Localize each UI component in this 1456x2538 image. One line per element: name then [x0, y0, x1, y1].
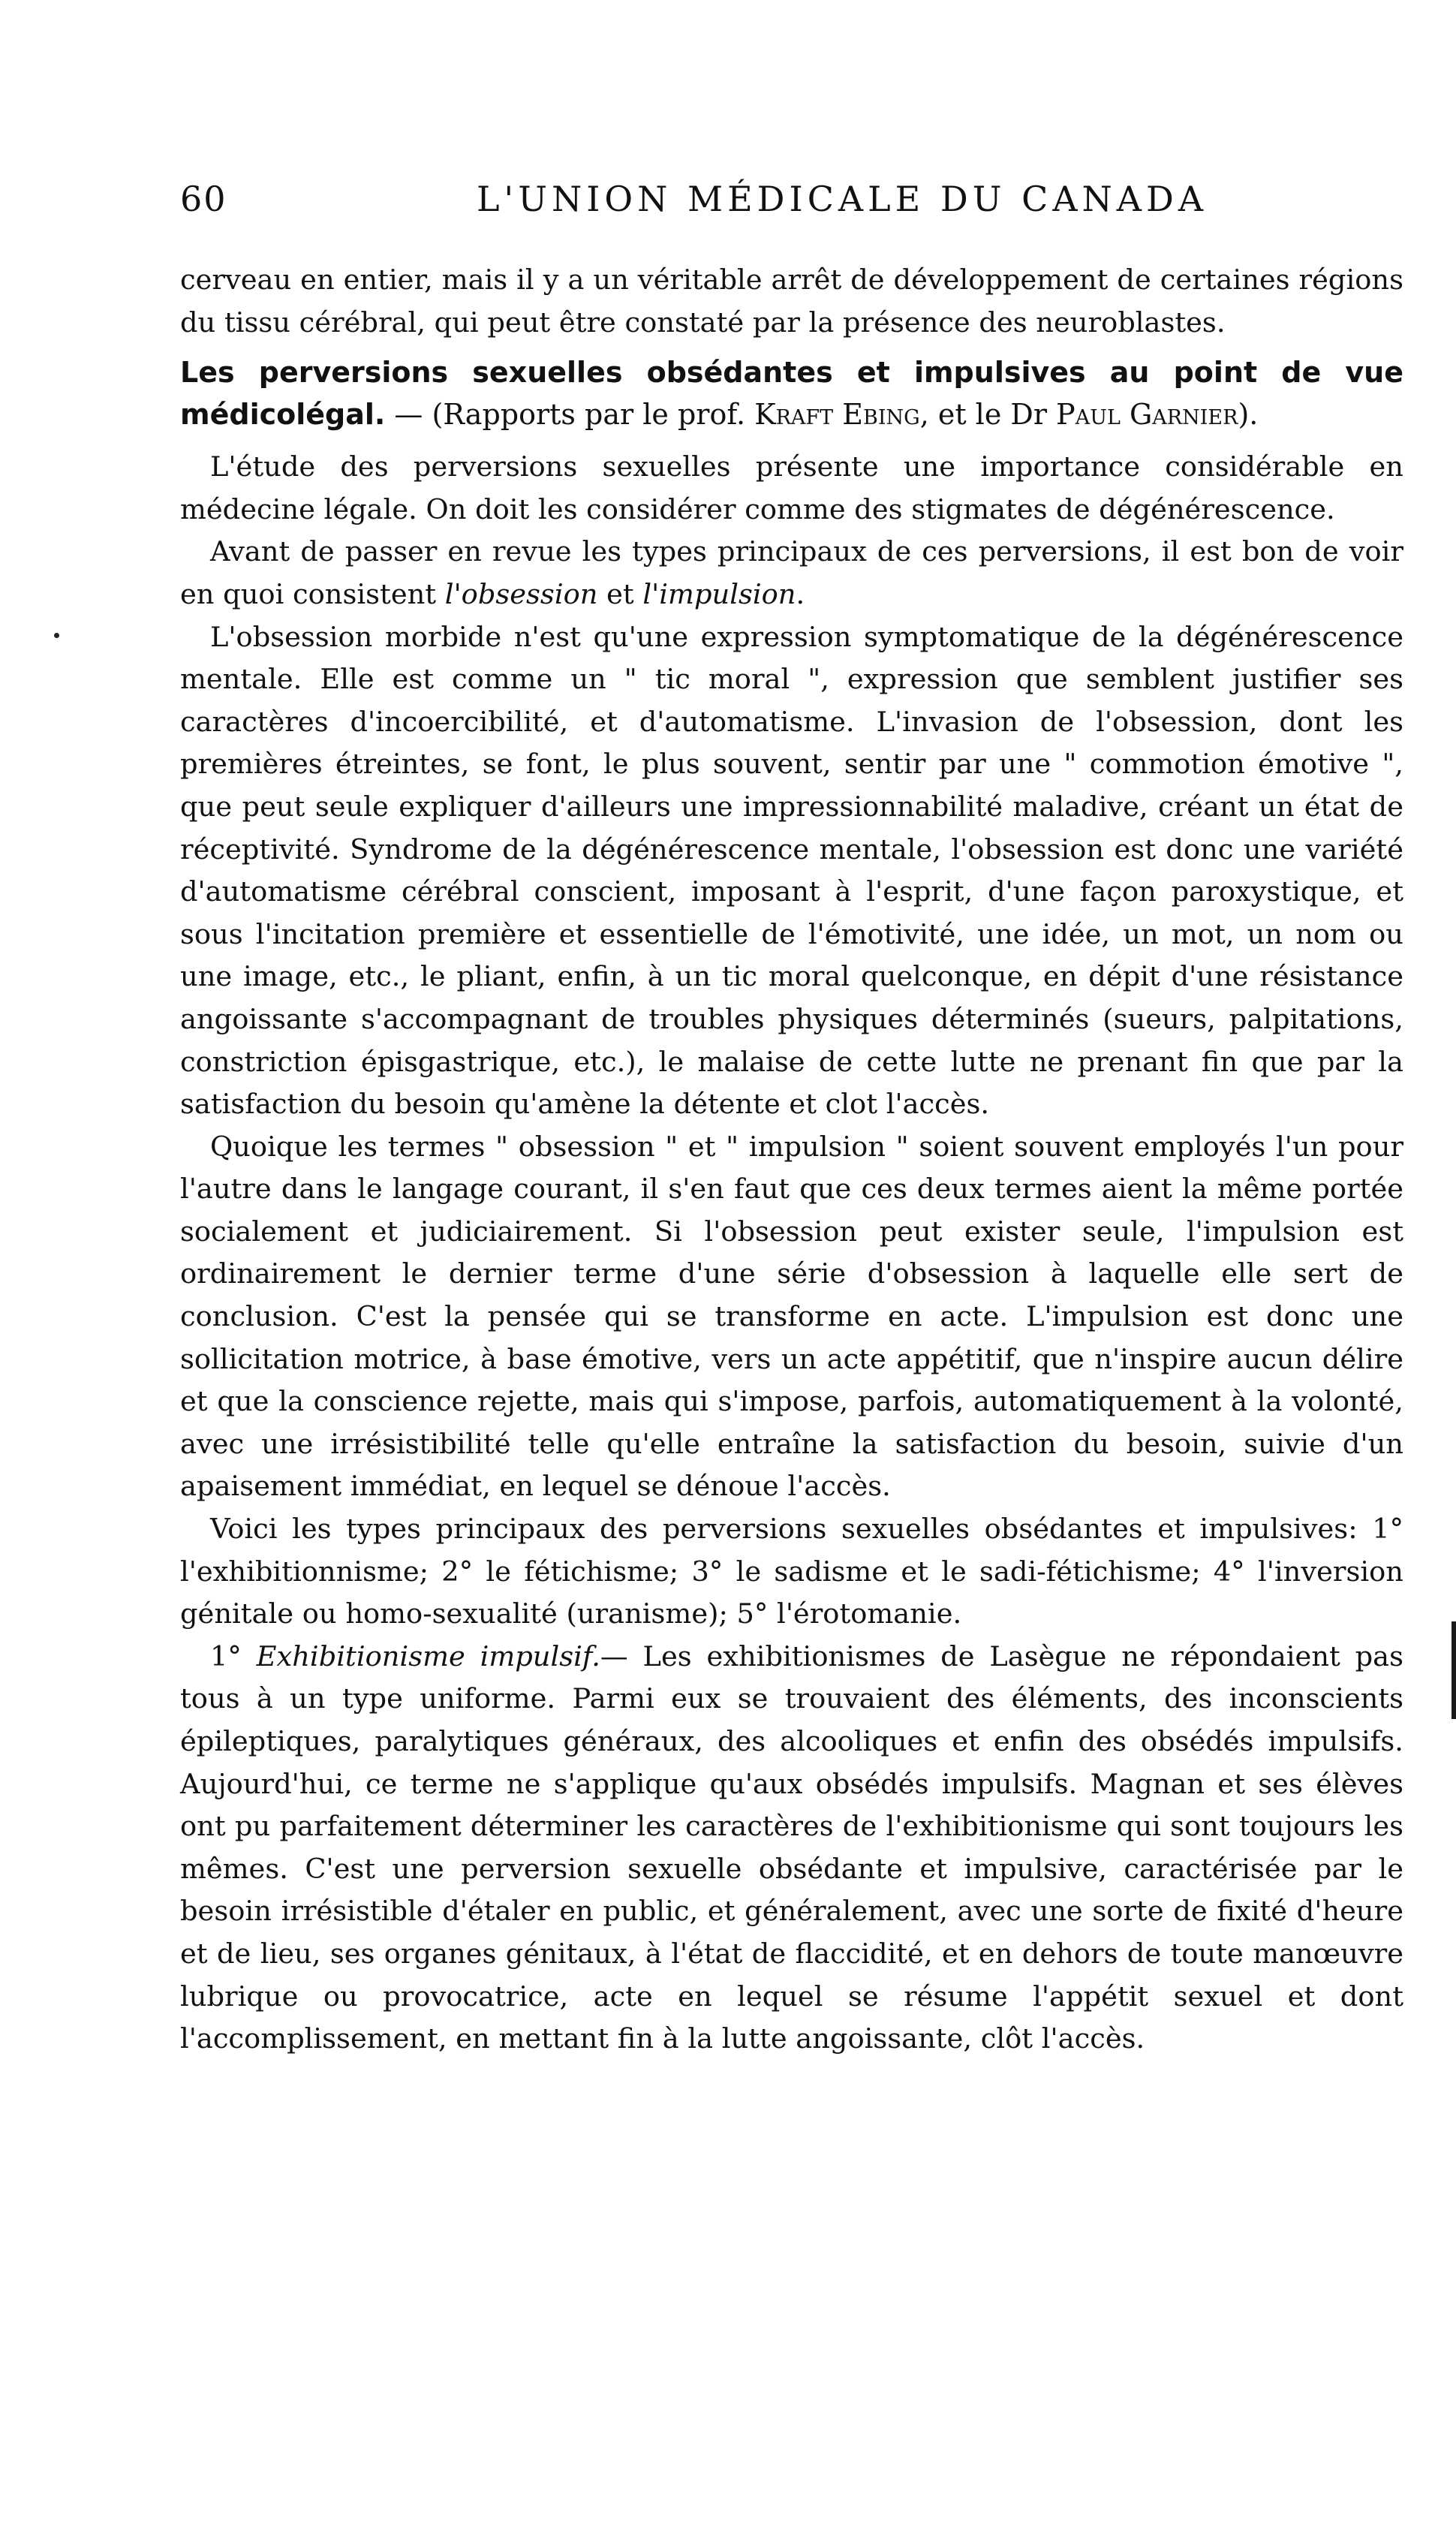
- section-heading: [180, 351, 1403, 435]
- heading-title: Les perversions sexuelles obsédantes et impulsives au point de vue médicolégal.: [180, 356, 1403, 432]
- journal-title: L'UNION MÉDICALE DU CANADA: [477, 179, 1208, 219]
- paragraph-intro: L'étude des perversions sexuelles présente une importance considérable en médecine légale. On doit les considérer comme des stigmates de dégénérescence.: [180, 450, 1403, 525]
- term-obsession: l'obsession: [444, 577, 598, 610]
- paragraph-types: Voici les types principaux des perversions sexuelles obsédantes et impulsives: 1° l'exhibitionnisme; 2° le fétichisme; 3° le sadisme et le sadi-fétichisme; 4° l'inversion génitale ou homo-sexualité (uranisme); 5° l'érotomanie.: [180, 1513, 1403, 1630]
- running-head: [180, 179, 1403, 239]
- heading-and: , et le Dr: [919, 398, 1057, 432]
- article-body: [180, 259, 1403, 2061]
- paragraph-terms-end: .: [796, 577, 805, 610]
- heading-author-2: Paul Garnier: [1056, 398, 1238, 432]
- paragraph-terms: [180, 531, 1403, 616]
- paragraph-continued: cerveau en entier, mais il y a un véritable arrêt de développement de certaines régions du tissu cérébral, qui peut être constaté par la présence des neuroblastes.: [180, 263, 1403, 339]
- paragraph-exhibitionism: [180, 1636, 1403, 2061]
- item-number: 1°: [210, 1639, 257, 1672]
- term-impulsion: l'impulsion: [642, 577, 796, 610]
- paragraph-terms-mid: et: [597, 577, 643, 610]
- heading-dash: — (Rapports par le prof.: [385, 398, 755, 432]
- page-number: 60: [180, 179, 227, 219]
- heading-author-1: Kraft Ebing: [754, 398, 920, 432]
- item-body: — Les exhibitionismes de Lasègue ne répondaient pas tous à un type uniforme. Parmi eux se trouvaient des éléments, des inconscients épileptiques, paralytiques généraux, des alcooliques et enfin des obsédés impulsifs. Aujourd'hui, ce terme ne s'applique qu'aux obsédés impulsifs. Magnan et ses élèves ont pu parfaitement déterminer les caractères de l'exhibitionisme qui sont toujours les mêmes. C'est une perversion sexuelle obsédante et impulsive, caractérisée par le besoin irrésistible d'étaler en public, et généralement, avec une sorte de fixité d'heure et de lieu, ses organes génitaux, à l'état de flaccidité, et en dehors de toute manœuvre lubrique ou provocatrice, acte en lequel se résume l'appétit sexuel et dont l'accomplissement, en mettant fin à la lutte angoissante, clôt l'accès.: [180, 1639, 1403, 2055]
- paragraph-terms-start: Avant de passer en revue les types principaux de ces perversions, il est bon de voir en quoi consistent: [180, 535, 1403, 610]
- paragraph-impulsion: Quoique les termes " obsession " et " impulsion " soient souvent employés l'un pour l'autre dans le langage courant, il s'en faut que ces deux termes aient la même portée socialement et judiciairement. Si l'obsession peut exister seule, l'impulsion est ordinairement le dernier terme d'une série d'obsession à laquelle elle sert de conclusion. C'est la pensée qui se transforme en acte. L'impulsion est donc une sollicitation motrice, à base émotive, vers un acte appétitif, que n'inspire aucun délire et que la conscience rejette, mais qui s'impose, parfois, automatiquement à la volonté, avec une irrésistibilité telle qu'elle entraîne la satisfaction du besoin, suivie d'un apaisement immédiat, en lequel se dénoue l'accès.: [180, 1130, 1403, 1503]
- scan-edge-mark: [1451, 1621, 1456, 1719]
- paragraph-obsession: L'obsession morbide n'est qu'une expression symptomatique de la dégénérescence mentale. Elle est comme un " tic moral ", expression que semblent justifier ses caractères d'incoercibilité, et d'automatisme. L'invasion de l'obsession, dont les premières étreintes, se font, le plus souvent, sentir par une " commotion émotive ", que peut seule expliquer d'ailleurs une impressionnabilité maladive, créant un état de réceptivité. Syndrome de la dégénérescence mentale, l'obsession est donc une variété d'automatisme cérébral conscient, imposant à l'esprit, d'une façon paroxystique, et sous l'incitation première et essentielle de l'émotivité, une idée, un mot, un nom ou une image, etc., le pliant, enfin, à un tic moral quelconque, en dépit d'une résistance angoissante s'accompagnant de troubles physiques déterminés (sueurs, palpitations, constriction épisgastrique, etc.), le malaise de cette lutte ne prenant fin que par la satisfaction du besoin qu'amène la détente et clot l'accès.: [180, 620, 1403, 1121]
- item-title: Exhibitionisme impulsif.: [256, 1639, 600, 1672]
- margin-speck: [54, 633, 59, 638]
- heading-close: ).: [1238, 398, 1259, 432]
